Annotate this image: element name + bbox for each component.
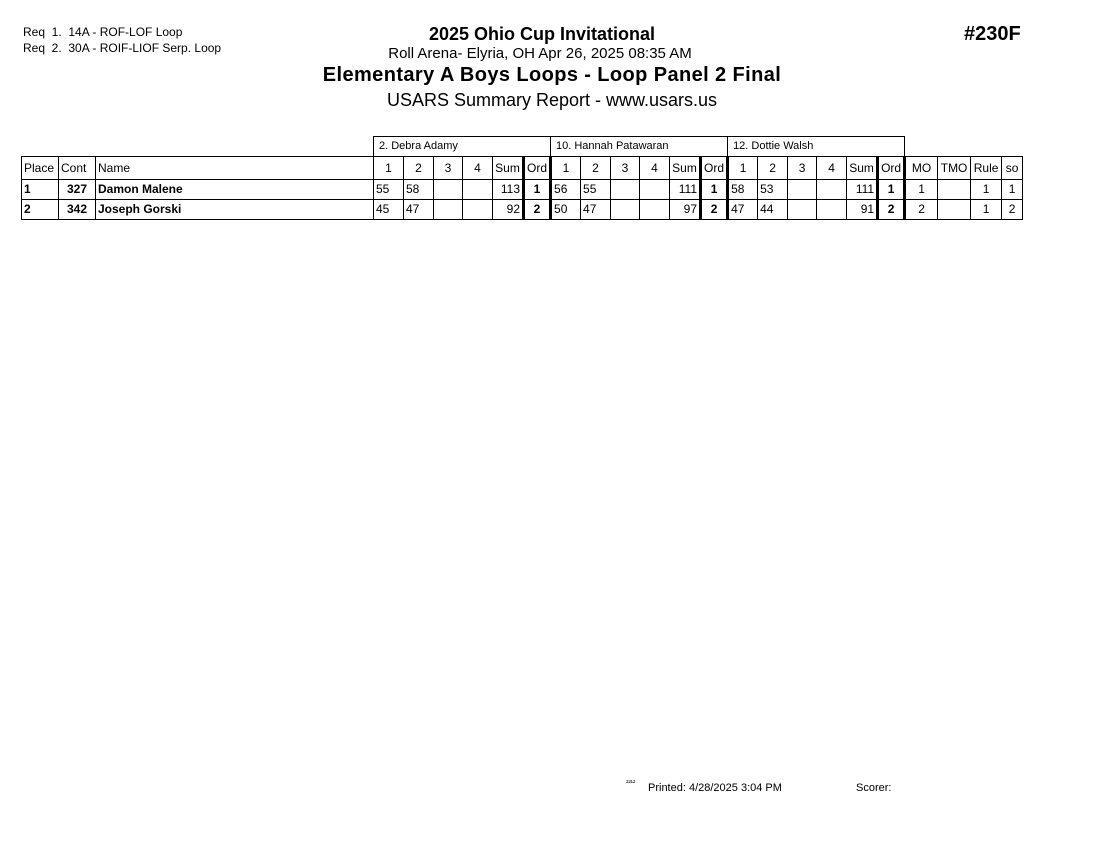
mo-cell: 2: [905, 200, 938, 220]
skater-name: Joseph Gorski: [96, 200, 374, 220]
score-cell: [640, 180, 670, 200]
score-cell: 56: [551, 180, 581, 200]
score-cell: 47: [404, 200, 434, 220]
col-score: 4: [817, 157, 847, 180]
score-cell: [817, 200, 847, 220]
score-cell: 55: [374, 180, 404, 200]
score-cell: 47: [728, 200, 758, 220]
ord-cell: 2: [701, 200, 728, 220]
score-cell: [463, 180, 493, 200]
judge-header: 2. Debra Adamy: [374, 137, 551, 157]
rule-cell: 1: [971, 200, 1002, 220]
col-ord: Ord: [878, 157, 905, 180]
col-score: 1: [374, 157, 404, 180]
col-name: Name: [96, 157, 374, 180]
event-title: Elementary A Boys Loops - Loop Panel 2 Final: [322, 64, 782, 86]
score-cell: [611, 200, 640, 220]
col-sum: Sum: [670, 157, 701, 180]
sum-cell: 91: [847, 200, 878, 220]
col-score: 4: [463, 157, 493, 180]
printed-timestamp: Printed: 4/28/2025 3:04 PM: [648, 782, 782, 794]
scorer-label: Scorer:: [856, 782, 892, 794]
score-cell: 45: [374, 200, 404, 220]
competition-title: 2025 Ohio Cup Invitational: [428, 24, 656, 44]
col-score: 4: [640, 157, 670, 180]
col-sum: Sum: [847, 157, 878, 180]
score-cell: [463, 200, 493, 220]
ord-cell: 1: [524, 180, 551, 200]
score-cell: 53: [758, 180, 788, 200]
ord-cell: 2: [524, 200, 551, 220]
col-score: 1: [551, 157, 581, 180]
col-score: 3: [434, 157, 463, 180]
score-cell: [434, 180, 463, 200]
footer-code: ³²¹²: [626, 780, 636, 787]
score-cell: [817, 180, 847, 200]
table-row: [22, 180, 1023, 200]
sum-cell: 113: [493, 180, 524, 200]
ord-cell: 2: [878, 200, 905, 220]
score-cell: 55: [581, 180, 611, 200]
venue-line: Roll Arena- Elyria, OH Apr 26, 2025 08:35 AM: [388, 45, 692, 62]
col-so: so: [1002, 157, 1023, 180]
event-number: #230F: [964, 23, 1021, 45]
col-mo: MO: [905, 157, 938, 180]
col-ord: Ord: [524, 157, 551, 180]
score-cell: 44: [758, 200, 788, 220]
cont-cell: 342: [59, 200, 96, 220]
ord-cell: 1: [878, 180, 905, 200]
col-place: Place: [22, 157, 59, 180]
score-cell: [788, 180, 817, 200]
tmo-cell: [938, 200, 971, 220]
skater-name: Damon Malene: [96, 180, 374, 200]
col-score: 3: [611, 157, 640, 180]
place-cell: 2: [22, 200, 59, 220]
sum-cell: 92: [493, 200, 524, 220]
col-score: 2: [404, 157, 434, 180]
ord-cell: 1: [701, 180, 728, 200]
col-score: 2: [758, 157, 788, 180]
results-table: [21, 136, 1023, 220]
cont-cell: 327: [59, 180, 96, 200]
so-cell: 1: [1002, 180, 1023, 200]
col-score: 2: [581, 157, 611, 180]
score-cell: 50: [551, 200, 581, 220]
score-cell: 58: [728, 180, 758, 200]
column-header-row: [22, 157, 1023, 180]
score-cell: 58: [404, 180, 434, 200]
requirement-1: Req 1. 14A - ROF-LOF Loop: [23, 25, 183, 39]
score-cell: [788, 200, 817, 220]
col-cont: Cont: [59, 157, 96, 180]
sum-cell: 111: [670, 180, 701, 200]
col-ord: Ord: [701, 157, 728, 180]
score-cell: 47: [581, 200, 611, 220]
col-sum: Sum: [493, 157, 524, 180]
col-score: 1: [728, 157, 758, 180]
judge-header: 10. Hannah Patawaran: [551, 137, 728, 157]
col-tmo: TMO: [938, 157, 971, 180]
judges-row: [22, 137, 1023, 157]
score-cell: [640, 200, 670, 220]
report-line: USARS Summary Report - www.usars.us: [386, 90, 718, 110]
tmo-cell: [938, 180, 971, 200]
sum-cell: 111: [847, 180, 878, 200]
score-cell: [611, 180, 640, 200]
so-cell: 2: [1002, 200, 1023, 220]
sum-cell: 97: [670, 200, 701, 220]
judge-header: 12. Dottie Walsh: [728, 137, 905, 157]
table-row: [22, 200, 1023, 220]
score-cell: [434, 200, 463, 220]
mo-cell: 1: [905, 180, 938, 200]
col-rule: Rule: [971, 157, 1002, 180]
requirement-2: Req 2. 30A - ROIF-LIOF Serp. Loop: [23, 41, 222, 55]
rule-cell: 1: [971, 180, 1002, 200]
place-cell: 1: [22, 180, 59, 200]
col-score: 3: [788, 157, 817, 180]
